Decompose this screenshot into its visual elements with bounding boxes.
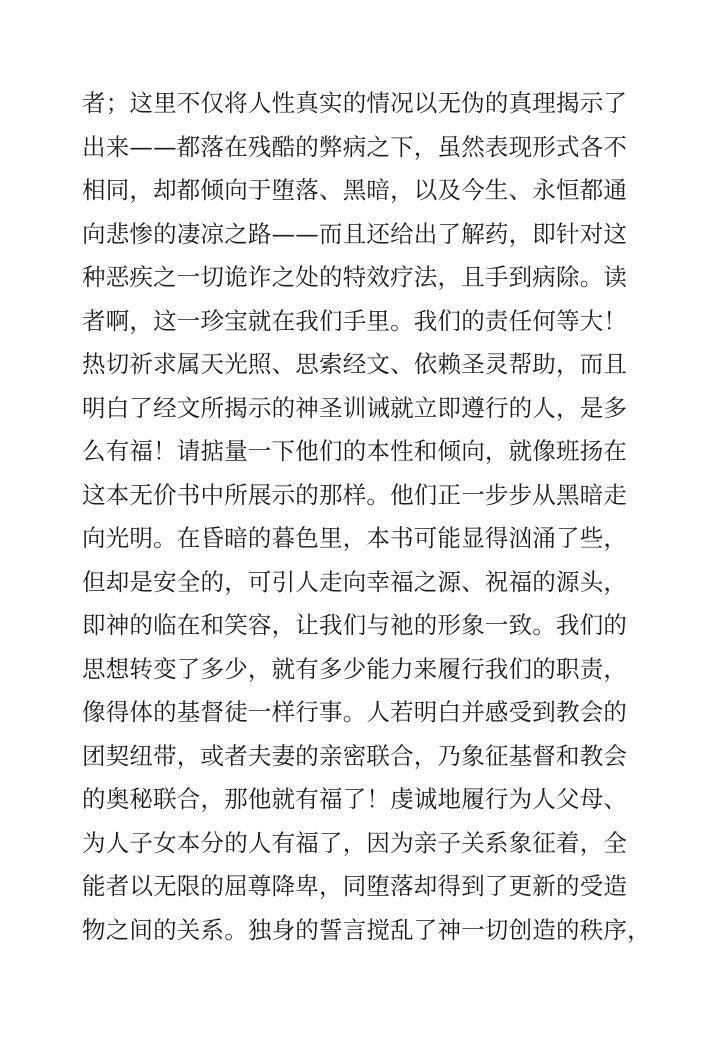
text-line: 的奥秘联合，那他就有福了！虔诚地履行为人父母、	[82, 785, 628, 813]
text-line: 物之间的关系。独身的誓言搅乱了神一切创造的秩序，	[82, 915, 651, 944]
text-line: 相同，却都倾向于堕落、黑暗，以及今生、永恒都通	[82, 176, 628, 204]
body-text	[82, 82, 682, 952]
text-line: 这本无价书中所展示的那样。他们正一步步从黑暗走	[82, 480, 628, 509]
text-line: 思想转变了多少，就有多少能力来履行我们的职责，	[82, 654, 628, 683]
text-line: 团契纽带，或者夫妻的亲密联合，乃象征基督和教会	[82, 741, 628, 770]
text-line: 种恶疾之一切诡诈之处的特效疗法，且手到病除。读	[82, 263, 628, 291]
text-line: 像得体的基督徒一样行事。人若明白并感受到教会的	[82, 698, 628, 726]
text-line: 向悲惨的凄凉之路——而且还给出了解药，即针对这	[82, 219, 628, 248]
text-line: 能者以无限的屈尊降卑，同堕落却得到了更新的受造	[82, 872, 628, 900]
text-line: 为人子女本分的人有福了，因为亲子关系象征着，全	[82, 828, 628, 857]
text-line: 明白了经文所揭示的神圣训诫就立即遵行的人，是多	[82, 393, 628, 422]
text-line: 么有福！请掂量一下他们的本性和倾向，就像班扬在	[82, 437, 628, 465]
text-line: 者；这里不仅将人性真实的情况以无伪的真理揭示了	[82, 89, 628, 117]
text-line: 者啊，这一珍宝就在我们手里。我们的责任何等大！	[82, 306, 628, 335]
text-line: 热切祈求属天光照、思索经文、依赖圣灵帮助，而且	[82, 350, 628, 378]
text-line: 即神的临在和笑容，让我们与祂的形象一致。我们的	[82, 611, 628, 639]
text-line: 出来——都落在残酷的弊病之下，虽然表现形式各不	[82, 132, 628, 161]
text-line: 但却是安全的，可引人走向幸福之源、祝福的源头，	[82, 567, 628, 596]
text-line: 向光明。在昏暗的暮色里，本书可能显得汹涌了些，	[82, 524, 628, 552]
